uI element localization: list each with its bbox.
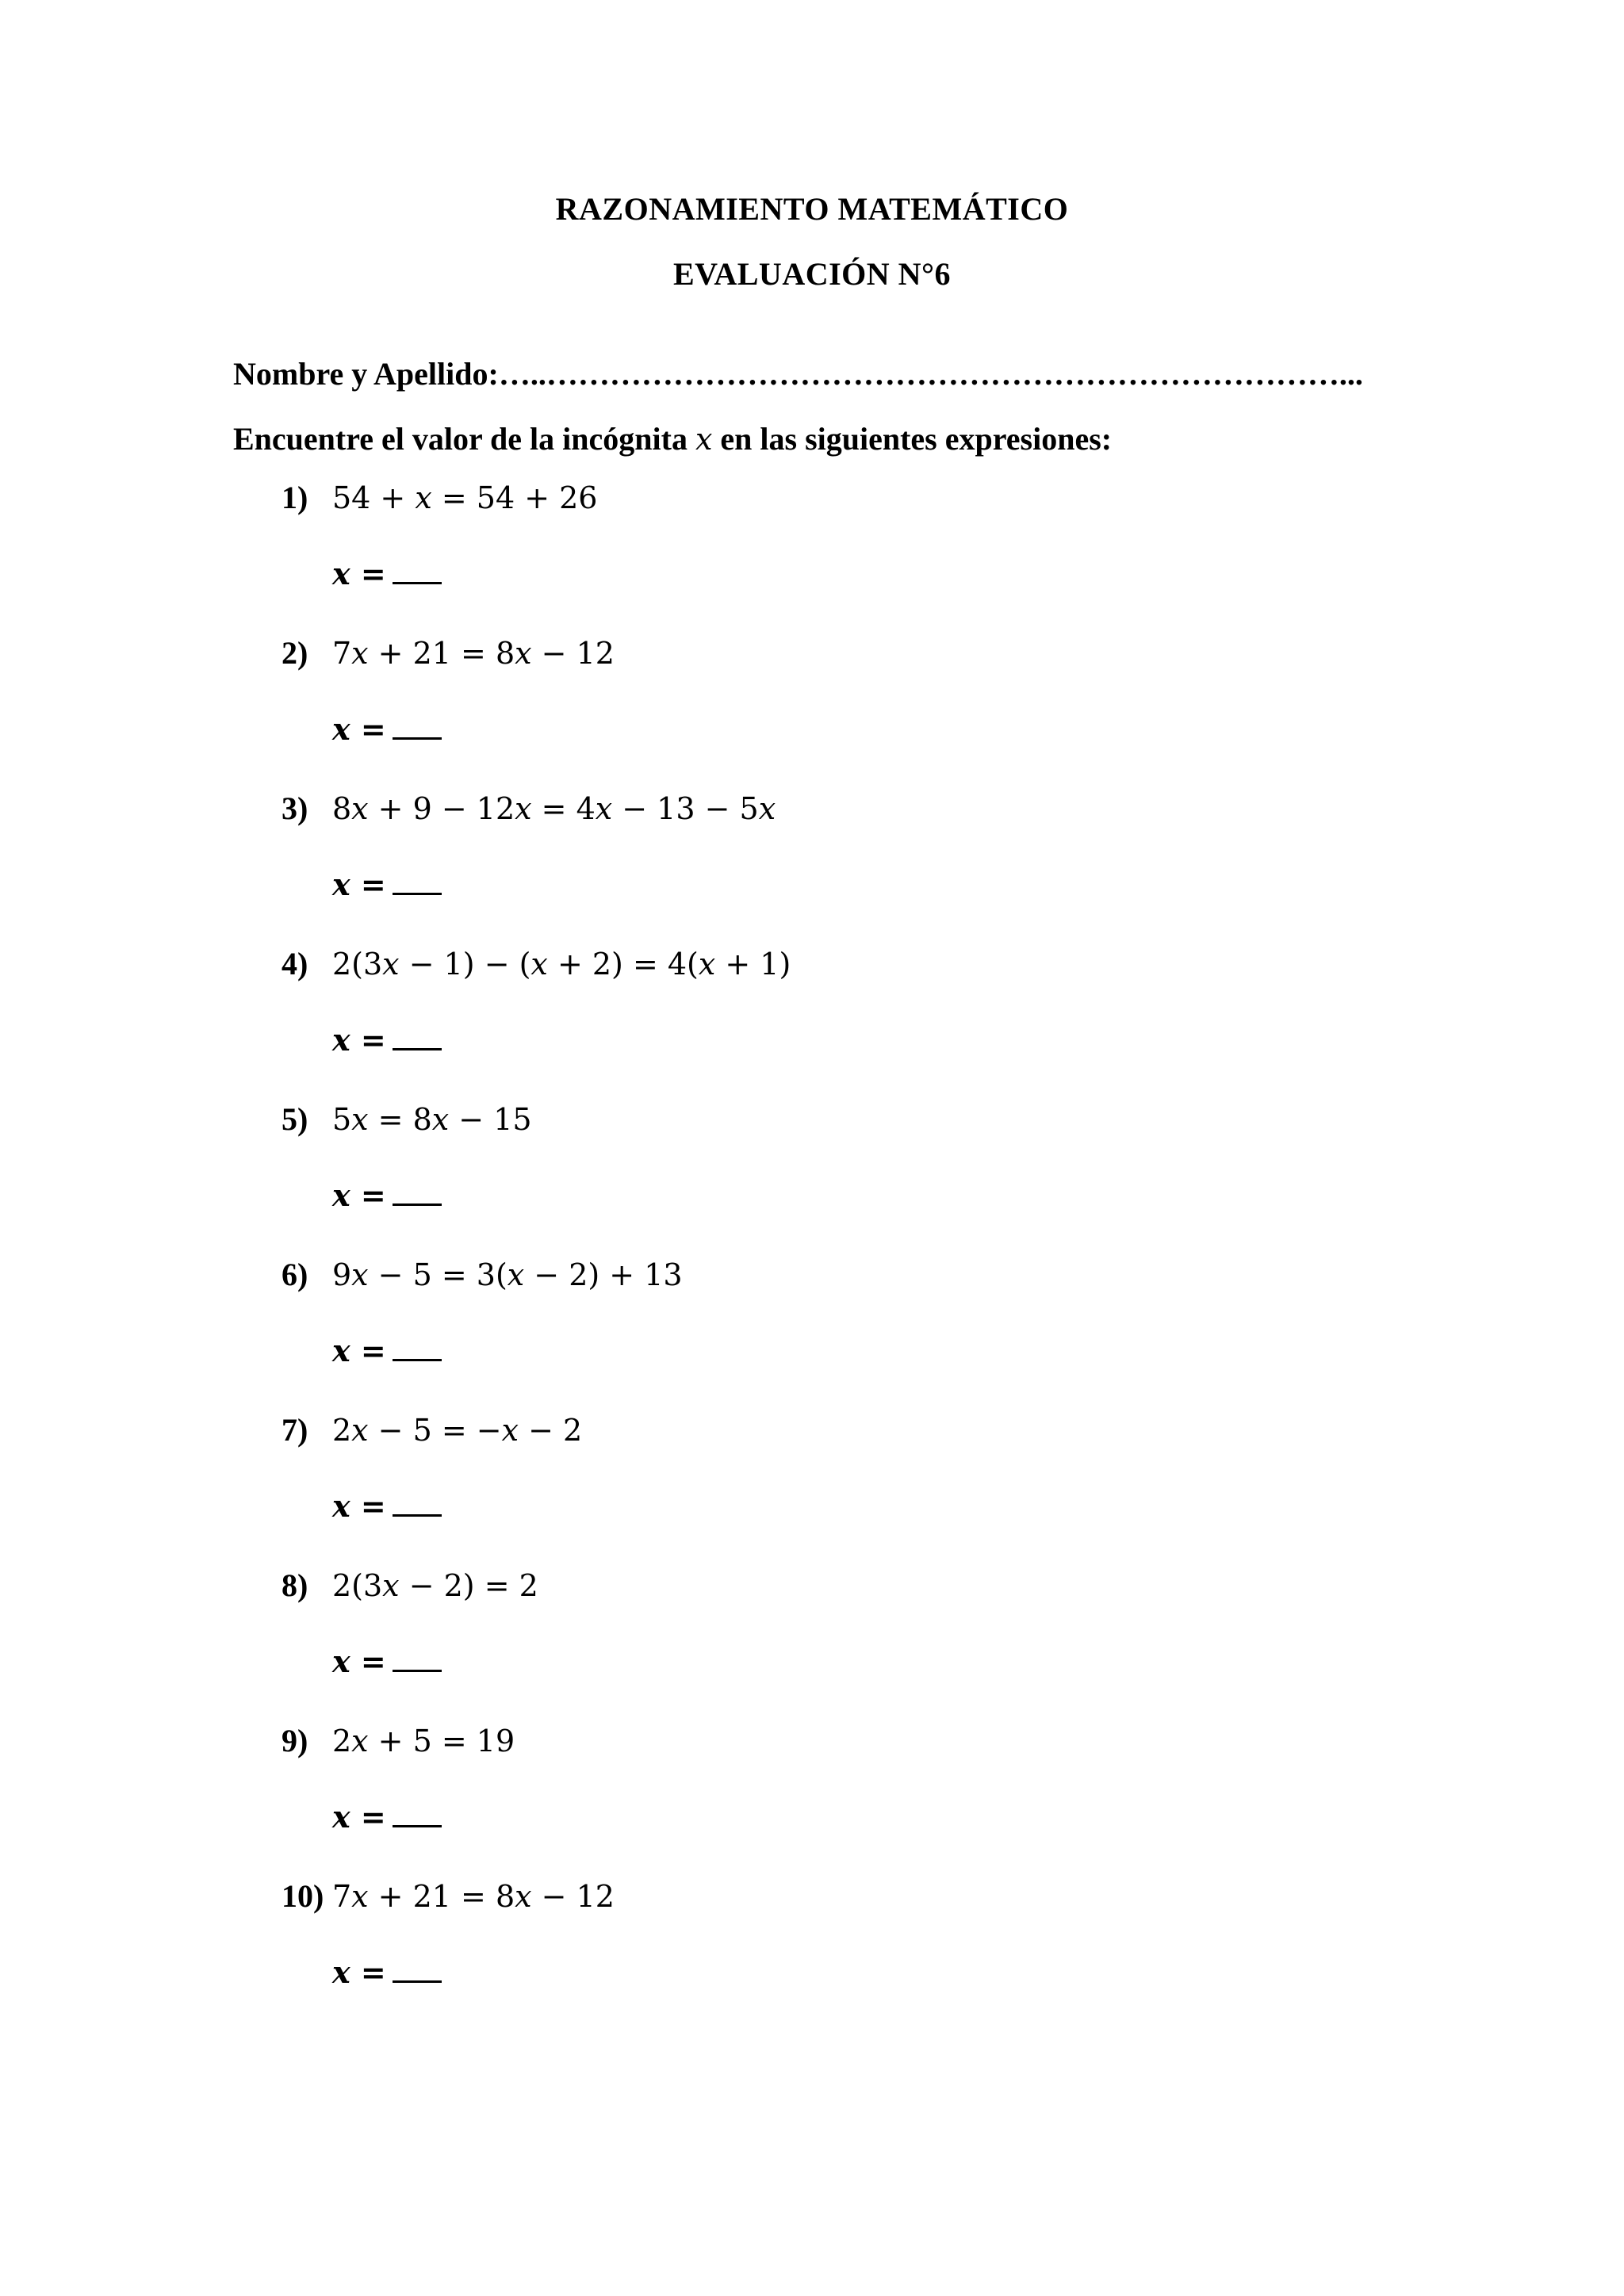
answer-prefix: 𝒙 =	[332, 1177, 386, 1213]
problem-item	[282, 1408, 1471, 1563]
problem-item	[282, 1874, 1471, 2030]
answer-line	[332, 1950, 442, 1995]
answer-prefix: 𝒙 =	[332, 1644, 386, 1679]
answer-blank[interactable]	[393, 1180, 442, 1206]
problem-equation: 8𝑥 + 9 − 12𝑥 = 4𝑥 − 13 − 5𝑥	[332, 791, 776, 826]
problem-equation: 54 + 𝑥 = 54 + 26	[332, 480, 598, 515]
problem-equation: 9𝑥 − 5 = 3(𝑥 − 2) + 13	[332, 1257, 683, 1292]
answer-line	[332, 1329, 442, 1373]
instruction-text-before: Encuentre el valor de la incógnita	[233, 421, 695, 457]
problem-item	[282, 1253, 1471, 1408]
instruction-text	[233, 420, 1112, 457]
problem-equation: 7𝑥 + 21 = 8𝑥 − 12	[332, 1879, 615, 1914]
answer-blank[interactable]	[393, 1490, 442, 1517]
answer-blank[interactable]	[393, 558, 442, 584]
problem-number: 8)	[282, 1567, 308, 1603]
problem-item	[282, 476, 1471, 631]
problem-item	[282, 631, 1471, 786]
problem-equation: 2(3𝑥 − 1) − (𝑥 + 2) = 4(𝑥 + 1)	[332, 947, 791, 982]
answer-blank[interactable]	[393, 1335, 442, 1361]
answer-line	[332, 1173, 442, 1218]
problem-equation: 2𝑥 − 5 = −𝑥 − 2	[332, 1413, 583, 1448]
answer-prefix: 𝒙 =	[332, 1022, 386, 1058]
answer-prefix: 𝒙 =	[332, 711, 386, 747]
page-title: RAZONAMIENTO MATEMÁTICO	[555, 191, 1069, 227]
problem-list	[282, 476, 1471, 2030]
problem-item	[282, 786, 1471, 942]
answer-prefix: 𝒙 =	[332, 556, 386, 591]
problem-item	[282, 1563, 1471, 1719]
answer-line	[332, 863, 442, 907]
problem-item	[282, 942, 1471, 1097]
problem-number: 2)	[282, 635, 308, 671]
answer-blank[interactable]	[393, 1957, 442, 1983]
answer-blank[interactable]	[393, 869, 442, 895]
problem-number: 4)	[282, 946, 308, 982]
problem-number: 10)	[282, 1878, 324, 1914]
answer-prefix: 𝒙 =	[332, 867, 386, 902]
problem-number: 1)	[282, 480, 308, 515]
evaluation-number: EVALUACIÓN N°6	[672, 256, 952, 292]
problem-number: 6)	[282, 1257, 308, 1292]
problem-equation: 2𝑥 + 5 = 19	[332, 1724, 515, 1758]
instruction-variable: x	[695, 422, 713, 457]
answer-line	[332, 1018, 442, 1062]
problem-item	[282, 1097, 1471, 1253]
answer-blank[interactable]	[393, 1646, 442, 1672]
answer-line	[332, 1795, 442, 1839]
answer-blank[interactable]	[393, 1801, 442, 1827]
name-field-label: Nombre y Apellido:…..…………………………………………………………………...	[233, 356, 1363, 392]
instruction-text-after: en las siguientes expresiones:	[712, 421, 1113, 457]
answer-prefix: 𝒙 =	[332, 1333, 386, 1368]
answer-line	[332, 552, 442, 596]
problem-item	[282, 1719, 1471, 1874]
problem-equation: 2(3𝑥 − 2) = 2	[332, 1568, 538, 1603]
problem-number: 7)	[282, 1412, 308, 1448]
answer-line	[332, 1484, 442, 1529]
problem-equation: 7𝑥 + 21 = 8𝑥 − 12	[332, 636, 615, 671]
problem-number: 9)	[282, 1723, 308, 1758]
answer-line	[332, 1640, 442, 1684]
answer-line	[332, 707, 442, 752]
answer-prefix: 𝒙 =	[332, 1799, 386, 1835]
answer-prefix: 𝒙 =	[332, 1954, 386, 1990]
problem-number: 5)	[282, 1101, 308, 1137]
problem-equation: 5𝑥 = 8𝑥 − 15	[332, 1102, 532, 1137]
answer-blank[interactable]	[393, 714, 442, 740]
answer-prefix: 𝒙 =	[332, 1488, 386, 1524]
problem-number: 3)	[282, 790, 308, 826]
answer-blank[interactable]	[393, 1024, 442, 1050]
